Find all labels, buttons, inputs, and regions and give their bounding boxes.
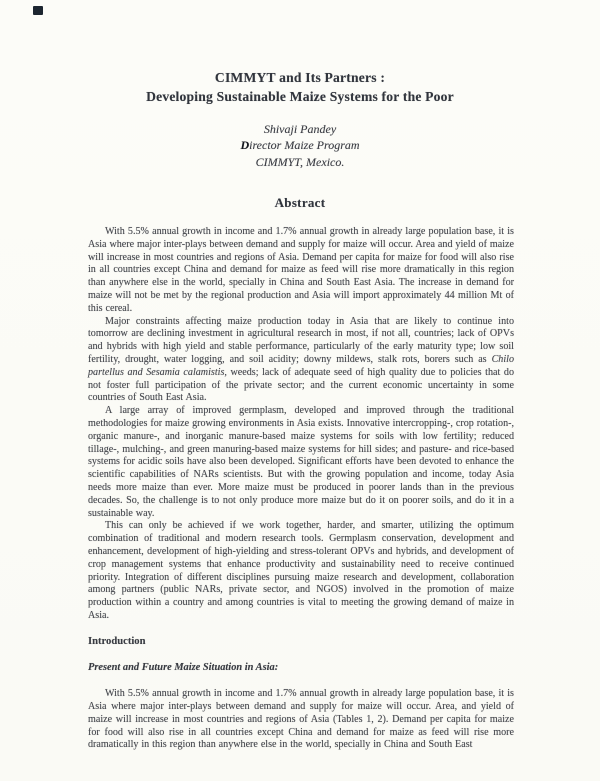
introduction-paragraph-1: With 5.5% annual growth in income and 1.7% annual growth in already large population base, it is Asia where major inter-plays between demand and supply for maize will occur. Area, and yield of maize will increase in most countries and regions of Asia (Tables 1, 2). Demand per capita for maize for food will also rise in all countries except China and demand for maize as feed will rise more dramatically in this region than anywhere else in the world, specially in China and South East [88, 688, 514, 751]
paper-title-line1: CIMMYT and Its Partners : [214, 70, 386, 85]
byline [0, 121, 600, 170]
abstract-paragraph-1: With 5.5% annual growth in income and 1.7% annual growth in already large population base, it is Asia where major inter-plays between demand and supply for maize will occur. Area and yield of maize will increase in most countries and regions of Asia. Demand per capita for maize for food will also rise in all countries except China and demand for maize as feed will rise more dramatically in this region than anywhere else in the world, specially in China and South East Asia. The increase in demand for maize will not be met by the regional production and Asia will import approximately 44 million Mt of this cereal. [88, 226, 514, 314]
abstract-heading: Abstract [274, 195, 326, 210]
paper-title-line2: Developing Sustainable Maize Systems for the Poor [146, 88, 454, 104]
introduction-heading: Introduction [88, 635, 146, 647]
author-role: Director Maize Program [240, 138, 360, 153]
abstract-paragraph-3: A large array of improved germplasm, developed and improved through the traditional methodologies for maize growing environments in Asia exists. Innovative intercropping-, crop rotation-, organic manure-, and inorganic manure-based maize systems for soils with low fertility; reduced tillage-, mulching-, and green manuring-based maize systems for hill sides; and pasture- and rice-based systems for acidic soils have also been developed. Significant efforts have been devoted to enhance the scientific capabilities of NARs scientists. But with the growing population and income, today Asia needs more maize than ever. More maize must be produced in poorer lands than in the previous decades. So, the challenge is to not only produce more maize but do it on poorer soils, and do it in a sustainable way. [88, 405, 514, 519]
subsection-heading: Present and Future Maize Situation in Asia: [88, 661, 279, 673]
abstract-paragraph-4: This can only be achieved if we work together, harder, and smarter, utilizing the optimum combination of traditional and modern research tools. Germplasm conservation, development and enhancement, development of high-yielding and stress-tolerant OPVs and hybrids, and development of crop management systems that enhance productivity and sustainability need to receive continued priority. Integration of different disciplines pursuing maize research and development, collaboration among partners (public NARs, private sector, and NGOS) involved in the promotion of maize production within a country and among countries is vital to meeting the growing demand of maize in Asia. [88, 520, 514, 621]
author-name: Shivaji Pandey [263, 122, 337, 136]
paper-title [0, 69, 600, 106]
text-column [88, 226, 514, 752]
scan-artifact-mark [33, 6, 43, 15]
author-affiliation: CIMMYT, Mexico. [255, 154, 345, 169]
abstract-paragraph-2: Major constraints affecting maize production today in Asia that are likely to continue into tomorrow are declining investment in agricultural research in most, if not all, countries; lack of OPVs and hybrids with high yield and stable performance, particularly of the early maturity type; low soil fertility, drought, water logging, and soil acidity; downy mildews, stalk rots, borers such as Chilo partellus and Sesamia calamistis, weeds; lack of adequate seed of high quality due to policies that do not foster full participation of the private sector; and the current economic uncertainty in some countries of South East Asia. [88, 315, 514, 404]
